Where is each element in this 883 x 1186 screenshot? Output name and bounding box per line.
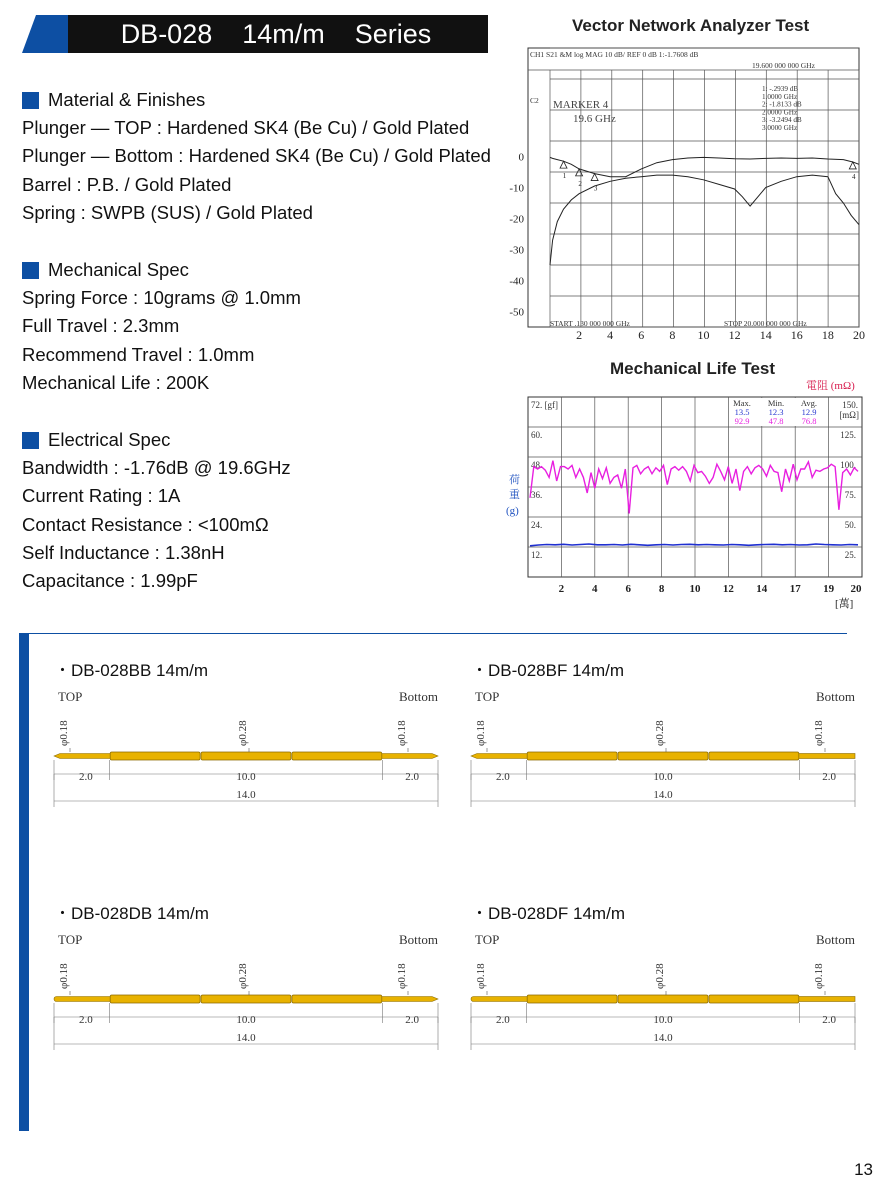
x-tick-label: 6	[638, 328, 645, 342]
square-bullet-icon	[22, 92, 39, 109]
spec-line: Spring Force : 10grams @ 1.0mm	[22, 287, 301, 308]
material-heading	[22, 86, 491, 114]
barrel-segment	[527, 995, 617, 1003]
y-tick-label: -40	[509, 275, 524, 288]
drawing-title: ・DB-028DF 14m/m	[471, 904, 625, 923]
life-chart	[500, 376, 872, 614]
barrel-segment	[110, 752, 200, 760]
barrel-segment	[709, 995, 799, 1003]
series-banner	[22, 15, 488, 53]
material-title: Material & Finishes	[48, 89, 206, 110]
diameter-label: φ0.28	[654, 963, 666, 989]
barrel-segment	[292, 752, 382, 760]
dim-right-label: 2.0	[405, 771, 420, 783]
marker-number: 1	[562, 172, 567, 181]
x-tick-label: 6	[625, 583, 631, 595]
vna-header-freq: 19.600 000 000 GHz	[752, 61, 815, 70]
x-tick-label: 12	[728, 328, 741, 342]
mechanical-title: Mechanical Spec	[48, 259, 189, 280]
vna-header: CH1 S21 &M log MAG 10 dB/ REF 0 dB 1:-1.7608 dB	[530, 50, 699, 59]
x-tick-label: 14	[756, 583, 768, 595]
marker-number: 2	[578, 179, 582, 188]
marker-table-row: 1: -.2939 dB	[762, 85, 799, 93]
y-tick-label: -50	[509, 306, 524, 319]
x-tick-label: 18	[821, 328, 834, 342]
x-tick-label: 17	[789, 583, 801, 595]
spec-line: Current Rating : 1A	[22, 485, 181, 507]
left-tick-label: 72. [gf]	[531, 400, 558, 410]
top-label: TOP	[58, 932, 83, 947]
dim-left-label: 2.0	[495, 771, 510, 783]
marker-table-row: 3: -3.2494 dB	[762, 116, 802, 125]
top-label: TOP	[475, 932, 500, 947]
top-label: TOP	[475, 689, 500, 704]
spec-line: Spring : SWPB (SUS) / Gold Plated	[22, 201, 313, 223]
diameter-label: φ0.28	[237, 720, 249, 746]
page-number: 13	[854, 1160, 873, 1179]
dim-total-label: 14.0	[236, 1032, 256, 1044]
x-tick-label: 4	[592, 583, 598, 595]
drawing-title: ・DB-028BB 14m/m	[54, 661, 208, 680]
left-axis-label-1: 荷	[509, 474, 520, 486]
dim-left-label: 2.0	[78, 1014, 93, 1026]
barrel-segment	[292, 995, 382, 1003]
spec-line: Contact Resistance : <100mΩ	[22, 513, 269, 535]
right-tick-label: 50.	[844, 520, 856, 530]
right-tick-label: 100.	[840, 460, 856, 470]
barrel-segment	[201, 995, 291, 1003]
dim-right-label: 2.0	[405, 1014, 420, 1026]
dim-mid-label: 10.0	[236, 771, 256, 783]
marker-table-row: 2.0000 GHz	[762, 108, 798, 117]
x-tick-label: 2	[558, 583, 565, 595]
right-tick-unit: [mΩ]	[839, 410, 859, 420]
diameter-label: φ0.18	[475, 720, 487, 746]
x-tick-label: 4	[607, 328, 614, 342]
x-tick-label: 12	[722, 583, 734, 595]
barrel-segment	[618, 995, 708, 1003]
diameter-label: φ0.18	[813, 720, 825, 746]
material-section	[22, 86, 491, 227]
x-tick-label: 14	[759, 328, 772, 342]
spec-line: Self Inductance : 1.38nH	[22, 541, 225, 563]
x-tick-label: 10	[697, 328, 710, 342]
left-axis-label-2: 重	[509, 489, 520, 501]
left-axis-label-3: (g)	[506, 505, 519, 517]
stats-force-value: 13.5	[734, 407, 750, 417]
top-label: TOP	[58, 689, 83, 704]
left-tick-label: 36.	[531, 490, 543, 500]
bottom-label: Bottom	[398, 932, 438, 947]
y-tick-label: -10	[509, 182, 524, 195]
x-tick-label: 8	[658, 583, 665, 595]
stats-resistance-value: 92.9	[734, 416, 750, 426]
bottom-label: Bottom	[815, 932, 855, 947]
life-series-force	[530, 544, 858, 546]
dim-mid-label: 10.0	[236, 1014, 256, 1026]
dim-left-label: 2.0	[495, 1014, 510, 1026]
spec-line: Mechanical Life : 200K	[22, 371, 210, 393]
vna-chart-title: Vector Network Analyzer Test	[572, 16, 810, 35]
electrical-heading	[22, 426, 291, 454]
bottom-plunger	[378, 997, 438, 1002]
diameter-label: φ0.18	[813, 963, 825, 989]
page-title: DB-028 14m/m Series	[120, 19, 432, 49]
probe-drawing-3	[52, 899, 447, 1064]
mechanical-heading	[22, 256, 301, 284]
spec-line: Plunger — TOP : Hardened SK4 (Be Cu) / Gold Plated	[22, 117, 470, 138]
right-tick-label: 150.	[842, 400, 858, 410]
y-tick-label: -20	[509, 213, 524, 226]
spec-line: Recommend Travel : 1.0mm	[22, 343, 255, 365]
bottom-label: Bottom	[815, 689, 855, 704]
left-accent-bar	[19, 634, 29, 1131]
y-tick-label: 0	[518, 151, 524, 164]
top-plunger	[54, 754, 114, 759]
probe-diagram	[52, 921, 442, 1061]
dim-mid-label: 10.0	[653, 1014, 673, 1026]
vna-marker-label: MARKER 4	[553, 99, 609, 111]
diameter-label: φ0.18	[396, 963, 408, 989]
marker-table-row: 2: -1.8133 dB	[762, 100, 802, 109]
bottom-plunger	[795, 997, 855, 1002]
x-tick-label: 20	[853, 328, 865, 342]
x-unit-label: [萬]	[835, 598, 854, 610]
barrel-segment	[201, 752, 291, 760]
marker-table-row: 1.0000 GHz	[762, 92, 798, 101]
stats-resistance-value: 76.8	[801, 416, 817, 426]
x-tick-label: 8	[669, 328, 676, 342]
vna-marker-table	[758, 82, 858, 134]
diameter-label: φ0.28	[237, 963, 249, 989]
barrel-segment	[527, 752, 617, 760]
vna-ch2-label: C2	[530, 96, 539, 105]
spec-line: Barrel : P.B. / Gold Plated	[22, 173, 232, 195]
bottom-label: Bottom	[398, 689, 438, 704]
top-plunger	[471, 754, 531, 759]
left-tick-label: 24.	[531, 520, 543, 530]
stats-header: Min.	[767, 398, 785, 408]
drawing-title: ・DB-028DB 14m/m	[54, 904, 209, 923]
probe-diagram	[469, 921, 859, 1061]
bottom-plunger	[378, 754, 438, 759]
dim-right-label: 2.0	[822, 1014, 837, 1026]
diameter-label: φ0.18	[58, 963, 70, 989]
marker-number: 4	[852, 172, 856, 181]
spec-line: Capacitance : 1.99pF	[22, 570, 198, 592]
dim-mid-label: 10.0	[653, 771, 673, 783]
diameter-label: φ0.18	[396, 720, 408, 746]
x-tick-label: 2	[576, 328, 583, 342]
right-axis-label: 電阻 (mΩ)	[806, 380, 855, 392]
square-bullet-icon	[22, 432, 39, 449]
probe-drawing-1	[52, 656, 447, 821]
stats-force-value: 12.9	[801, 407, 817, 417]
probe-drawing-4	[469, 899, 864, 1064]
top-plunger	[471, 997, 531, 1002]
vna-stop-text: STOP 20.000 000 000 GHz	[724, 319, 807, 328]
right-tick-label: 75.	[844, 490, 856, 500]
stats-resistance-value: 47.8	[768, 416, 784, 426]
left-tick-label: 48.	[531, 460, 543, 470]
stats-header: Avg.	[800, 398, 818, 408]
right-tick-label: 125.	[840, 430, 856, 440]
spec-line: Full Travel : 2.3mm	[22, 315, 180, 337]
electrical-title: Electrical Spec	[48, 429, 171, 450]
dim-total-label: 14.0	[653, 1032, 673, 1044]
diameter-label: φ0.18	[58, 720, 70, 746]
left-tick-label: 12.	[531, 550, 543, 560]
diameter-label: φ0.18	[475, 963, 487, 989]
barrel-segment	[709, 752, 799, 760]
life-chart-title: Mechanical Life Test	[610, 359, 776, 378]
spec-line: Plunger — Bottom : Hardened SK4 (Be Cu) / Gold Plated	[22, 145, 491, 167]
stats-header: Max.	[733, 398, 751, 408]
probe-drawing-2	[469, 656, 864, 821]
bottom-plunger	[795, 754, 855, 759]
probe-diagram	[469, 678, 859, 818]
vna-marker-value: 19.6 GHz	[573, 113, 616, 125]
x-tick-label: 19	[823, 583, 835, 595]
right-tick-label: 25.	[844, 550, 856, 560]
electrical-section	[22, 426, 291, 595]
spec-line: Bandwidth : -1.76dB @ 19.6GHz	[22, 457, 291, 478]
marker-table-row: 3.0000 GHz	[762, 124, 798, 132]
x-tick-label: 16	[790, 328, 803, 342]
x-tick-label: 10	[689, 583, 701, 595]
y-tick-label: -30	[509, 244, 524, 257]
dim-right-label: 2.0	[822, 771, 837, 783]
diameter-label: φ0.28	[654, 720, 666, 746]
dim-total-label: 14.0	[236, 789, 256, 801]
stats-force-value: 12.3	[768, 407, 784, 417]
dim-left-label: 2.0	[78, 771, 93, 783]
drawing-title: ・DB-028BF 14m/m	[471, 661, 625, 680]
x-tick-label: 20	[850, 583, 862, 595]
probe-diagram	[52, 678, 442, 818]
vna-start-text: START .130 000 000 GHz	[550, 319, 630, 328]
marker-number: 3	[593, 184, 598, 193]
vna-chart	[500, 44, 870, 346]
barrel-segment	[618, 752, 708, 760]
mechanical-section	[22, 256, 301, 397]
barrel-segment	[110, 995, 200, 1003]
left-tick-label: 60.	[531, 430, 543, 440]
section-divider	[19, 633, 847, 634]
top-plunger	[54, 997, 114, 1002]
dim-total-label: 14.0	[653, 789, 673, 801]
square-bullet-icon	[22, 262, 39, 279]
